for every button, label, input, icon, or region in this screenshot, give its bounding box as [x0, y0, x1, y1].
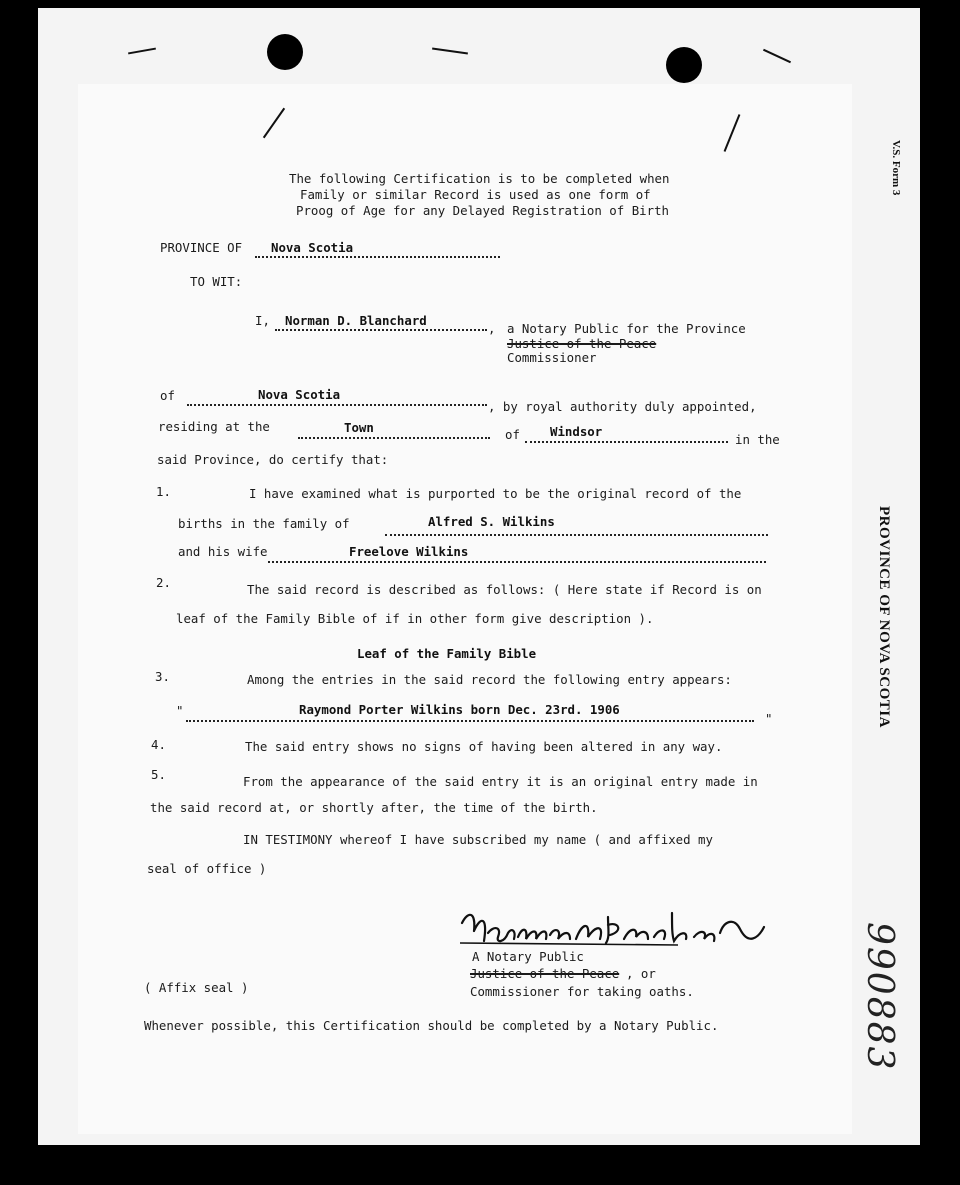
punch-hole-left [267, 34, 303, 70]
certifier-prefix: I, [255, 313, 270, 328]
header-line-1: The following Certification is to be completed when [289, 171, 670, 186]
item-5-number: 5. [151, 767, 166, 782]
residing-label: residing at the [158, 419, 270, 434]
header-line-3: Proog of Age for any Delayed Registration of Birth [296, 203, 669, 218]
province-label: PROVINCE OF [160, 240, 243, 255]
to-wit-label: TO WIT: [190, 274, 243, 289]
certifier-name: Norman D. Blanchard [285, 313, 427, 328]
mother-name: Freelove Wilkins [349, 544, 469, 559]
item-2-number: 2. [156, 575, 171, 590]
item-5-text-1: From the appearance of the said entry it is an original entry made in [243, 774, 758, 789]
record-description: Leaf of the Family Bible [357, 646, 537, 661]
fill-line [187, 404, 487, 406]
appointed-text: , by royal authority duly appointed, [488, 399, 757, 414]
fill-line [268, 561, 766, 563]
side-title: PROVINCE OF NOVA SCOTIA [876, 506, 892, 728]
item-1-number: 1. [156, 484, 171, 499]
fill-line [255, 256, 500, 258]
wife-label: and his wife [178, 544, 268, 559]
item-3-text: Among the entries in the said record the following entry appears: [247, 672, 732, 687]
fill-line [385, 534, 768, 536]
notary-signature [458, 903, 773, 955]
title-justice-struck: Justice of the Peace [507, 336, 657, 351]
father-name: Alfred S. Wilkins [428, 514, 555, 529]
fill-line [298, 437, 490, 439]
footer-note: Whenever possible, this Certification should be completed by a Notary Public. [144, 1018, 719, 1033]
item-4-text: The said entry shows no signs of having been altered in any way. [245, 739, 723, 754]
item-1-text: I have examined what is purported to be the original record of the [249, 486, 742, 501]
title-commissioner: Commissioner [507, 350, 597, 365]
testimony-line-2: seal of office ) [147, 861, 267, 876]
in-the-text: in the [735, 432, 780, 447]
item-4-number: 4. [151, 737, 166, 752]
sig-line-commissioner: Commissioner for taking oaths. [470, 984, 694, 999]
fill-line [275, 329, 487, 331]
affix-seal: ( Affix seal ) [144, 980, 249, 995]
place-name: Windsor [550, 424, 603, 439]
births-label: births in the family of [178, 516, 350, 531]
of-value: Nova Scotia [258, 387, 341, 402]
title-notary: a Notary Public for the Province [507, 321, 746, 336]
punch-hole-right [666, 47, 702, 83]
item-5-text-2: the said record at, or shortly after, the time of the birth. [150, 800, 598, 815]
certify-line: said Province, do certify that: [157, 452, 389, 467]
form-id: V.S. Form 3 [890, 140, 902, 196]
registration-number: 990883 [859, 922, 900, 1072]
sig-line-notary: A Notary Public [472, 949, 584, 964]
of-label: of [160, 388, 175, 403]
item-2-text-1: The said record is described as follows: ( Here state if Record is on [247, 582, 762, 597]
fill-line [186, 720, 754, 722]
item-3-number: 3. [155, 669, 170, 684]
open-quote: " [176, 703, 184, 718]
close-quote: " [765, 711, 773, 726]
header-line-2: Family or similar Record is used as one form of [300, 187, 651, 202]
certifier-comma: , [488, 321, 496, 336]
place-type: Town [344, 420, 374, 435]
item-2-text-2: leaf of the Family Bible of if in other form give description ). [176, 611, 654, 626]
testimony-line-1: IN TESTIMONY whereof I have subscribed my name ( and affixed my [243, 832, 713, 847]
province-value: Nova Scotia [271, 240, 354, 255]
fill-line [525, 441, 728, 443]
birth-entry: Raymond Porter Wilkins born Dec. 23rd. 1906 [299, 702, 620, 717]
sig-line-or: , or [626, 966, 656, 981]
sig-line-justice-struck: Justice of the Peace [470, 966, 620, 981]
of-label-2: of [505, 427, 520, 442]
